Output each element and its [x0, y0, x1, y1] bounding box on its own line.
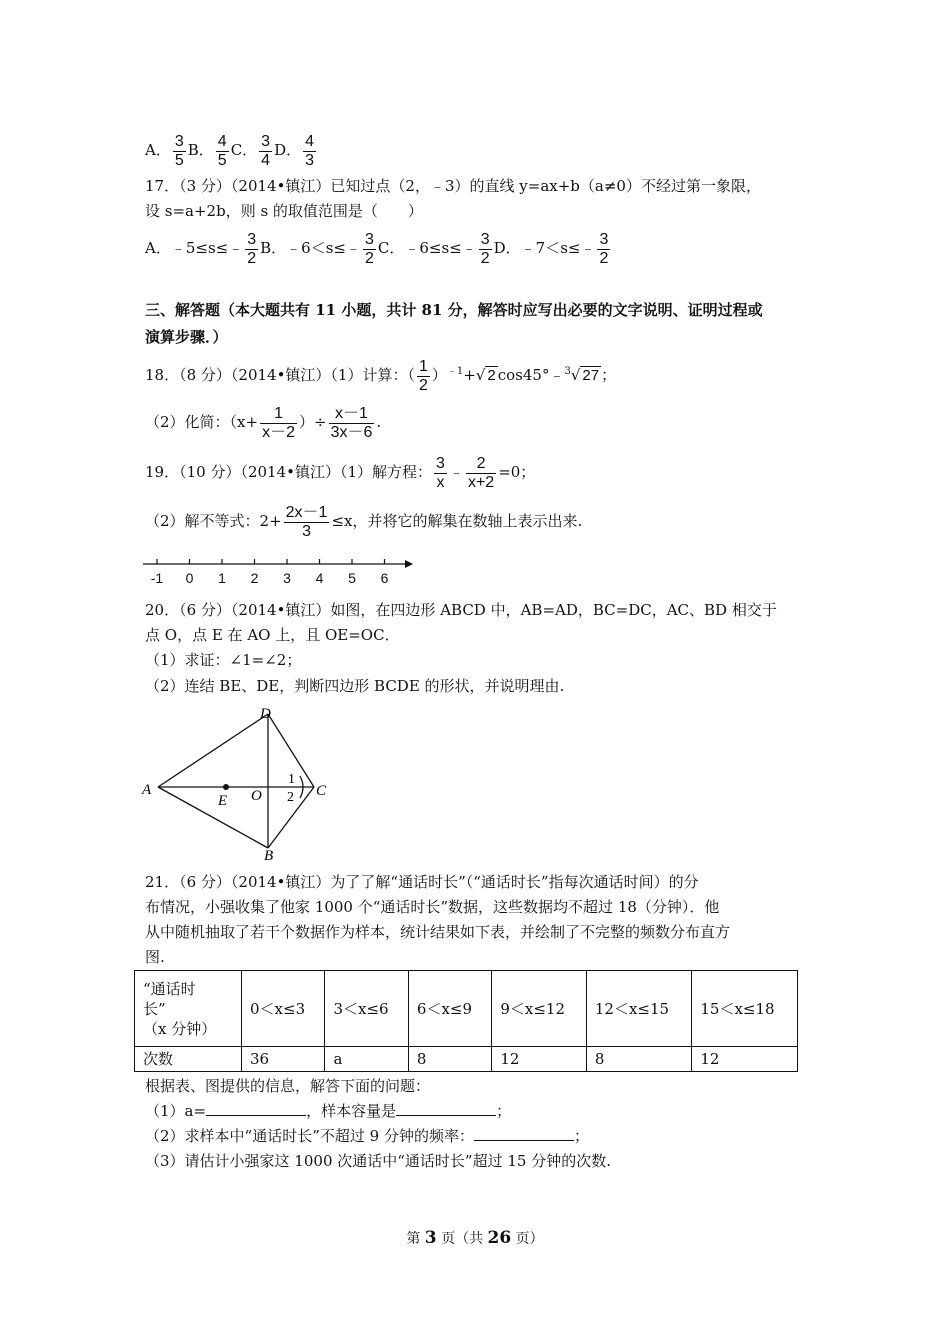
fraction: $\frac{4}{3}$ — [305, 132, 315, 169]
q21-line4: 图. — [145, 948, 165, 966]
q17-options: A．﹣5≤s≤﹣ $\frac{3}{2}$ B．﹣6＜s≤﹣ $\frac{3}{2}$ C．﹣6≤s≤﹣ $\frac{3}{2}$ D．﹣7＜s≤﹣ $\frac{3}{2}$ — [145, 230, 609, 267]
q17-line2: 设 s=a+2b，则 s 的取值范围是（ ） — [145, 202, 423, 220]
table-cell: 8 — [408, 1047, 491, 1072]
table-cell: 12 — [492, 1047, 587, 1072]
label-a: A — [142, 782, 152, 798]
number-line-ticks — [157, 559, 385, 564]
number-line-label: 6 — [380, 570, 389, 586]
number-line-label: 2 — [250, 570, 259, 586]
q21-after: 根据表、图提供的信息，解答下面的问题： — [145, 1077, 431, 1095]
q20-line4: （2）连结 BE、DE，判断四边形 BCDE 的形状，并说明理由. — [145, 677, 565, 695]
q21-line2: 布情况，小强收集了他家 1000 个“通话时长”数据，这些数据均不超过 18（分钟）．他 — [145, 898, 720, 916]
q17-line1: 17．（3 分）（2014•镇江）已知过点（2，﹣3）的直线 y=ax+b（a≠0）不经过第一象限， — [145, 177, 761, 195]
q21-part3: （3）请估计小强家这 1000 次通话中“通话时长”超过 15 分钟的次数. — [145, 1152, 611, 1170]
table-cell: 12 — [692, 1047, 798, 1072]
page-footer: 第 3 页（共 26 页） — [406, 1228, 544, 1248]
q19-part2: （2）解不等式：2+ $\frac{2x-1}{3}$ ≤x，并将它的解集在数轴上表示出来. — [145, 503, 583, 540]
number-line-label: 1 — [218, 570, 226, 586]
table-cell: 次数 — [135, 1047, 242, 1072]
q21-part1: （1）a= ，样本容量是 ； — [145, 1102, 512, 1120]
quadrilateral-figure — [140, 703, 340, 863]
number-line-label: 0 — [185, 570, 194, 586]
number-line-label: 4 — [315, 570, 324, 586]
point-e — [223, 784, 229, 790]
table-cell: 9＜x≤12 — [492, 971, 587, 1047]
q18-part1: 18．（8 分）（2014•镇江）（1）计算：（ $\frac{1}{2}$ ）$^{﹣1}$+√ 2 cos45°﹣$^3$√ 27 ； — [145, 357, 617, 394]
table-cell: 6＜x≤9 — [408, 971, 491, 1047]
q18-part2: （2）化简：（x+ $\frac{1}{x-2}$ ）÷ $\frac{x-1}{3x-6}$ . — [145, 404, 382, 441]
fraction: $\frac{3}{5}$ — [174, 132, 184, 169]
q20-line2: 点 O，点 E 在 AO 上，且 OE=OC． — [145, 626, 400, 644]
label-angle-1: 1 — [288, 772, 295, 787]
label-e: E — [218, 793, 228, 809]
table-cell: 0＜x≤3 — [242, 971, 325, 1047]
answer-blank[interactable] — [206, 1101, 306, 1116]
table-cell: 3＜x≤6 — [325, 971, 408, 1047]
table-cell: 15＜x≤18 — [692, 971, 798, 1047]
number-line-label: -1 — [150, 570, 164, 586]
number-line-label: 3 — [283, 570, 291, 586]
frequency-table — [134, 970, 798, 1072]
table-row — [135, 971, 798, 1047]
section-heading: 三、解答题（本大题共有 11 小题，共计 81 分，解答时应写出必要的文字说明、证明过程或 — [145, 301, 763, 319]
q16-options: A． $\frac{3}{5}$ B． $\frac{4}{5}$ C． $\frac{3}{4}$ D． $\frac{4}{3}$ — [145, 132, 315, 169]
q21-part2: （2）求样本中“通话时长”不超过 9 分钟的频率： ； — [145, 1127, 589, 1145]
table-header-label: “通话时 长” （x 分钟） — [135, 971, 242, 1047]
q20-line1: 20．（6 分）（2014•镇江）如图，在四边形 ABCD 中，AB=AD，BC=DC，AC、BD 相交于 — [145, 601, 777, 619]
q21-line1: 21．（6 分）（2014•镇江）为了了解“通话时长”（“通话时长”指每次通话时间）的分 — [145, 873, 699, 891]
fraction: $\frac{4}{5}$ — [217, 132, 227, 169]
fraction: $\frac{3}{4}$ — [261, 132, 271, 169]
number-line-label: 5 — [348, 570, 356, 586]
arrow-head-icon — [405, 560, 413, 568]
answer-blank[interactable] — [396, 1101, 496, 1116]
number-line — [143, 553, 423, 589]
label-b: B — [264, 848, 274, 863]
label-o: O — [251, 788, 262, 804]
section-heading-cont: 演算步骤．） — [145, 328, 228, 346]
answer-blank[interactable] — [474, 1126, 574, 1141]
q21-line3: 从中随机抽取了若干个数据作为样本，统计结果如下表，并绘制了不完整的频数分布直方 — [145, 923, 731, 941]
table-row — [135, 1047, 798, 1072]
table-cell: 36 — [242, 1047, 325, 1072]
table-cell: 12＜x≤15 — [586, 971, 692, 1047]
label-c: C — [316, 783, 327, 799]
q20-line3: （1）求证：∠1=∠2； — [145, 651, 302, 669]
table-cell: 8 — [586, 1047, 692, 1072]
table-cell: a — [325, 1047, 408, 1072]
label-d: D — [260, 706, 271, 722]
q19-part1: 19．（10 分）（2014•镇江）（1）解方程： $\frac{3}{x}$ ﹣ $\frac{2}{x+2}$ =0； — [145, 454, 536, 491]
number-line-labels — [151, 570, 389, 586]
label-angle-2: 2 — [287, 790, 294, 805]
